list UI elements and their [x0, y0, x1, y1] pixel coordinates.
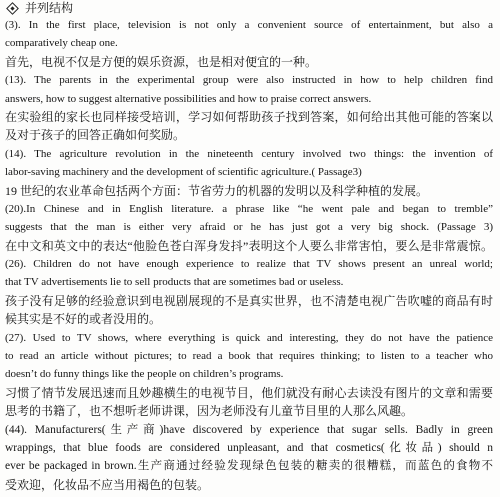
chinese-translation-line: 在实验组的家长也同样接受培训，学习如何帮助孩子找到答案，如何给出其他可能的答案以 [5, 109, 493, 124]
english-line: labor-saving machinery and the development of scientific agriculture.( Passage3) [5, 166, 362, 179]
section-title: 并列结构 [25, 1, 74, 15]
diamond-bullet-icon [6, 2, 19, 15]
english-line: comparatively cheap one. [5, 37, 118, 50]
mixed-language-line: ever be packaged in brown.生产商通过经验发现绿色包装的糖卖的很糟糕，而蓝色的食物不 [5, 460, 493, 473]
chinese-translation-line: 及对于孩子的回答正确如何奖励。 [5, 128, 186, 143]
example-item-20 [0, 200, 500, 255]
example-item-14 [0, 145, 500, 200]
example-item-26 [0, 255, 500, 329]
example-item-3 [0, 16, 500, 71]
english-line: answers, how to suggest alternative possibilities and how to praise correct answers. [5, 92, 372, 105]
mixed-language-line: (44). Manufacturers(生产商)have discovered by experience that sugar sells. Badly in green [5, 423, 493, 436]
english-line: suggests that the man is either very afraid or he has just got a very big shock. (Passage 3) [5, 221, 493, 234]
english-line: (13). The parents in the experimental group were also instructed in how to help children find [5, 74, 493, 87]
example-item-13 [0, 71, 500, 145]
example-item-27 [0, 329, 500, 421]
english-line: (26). Children do not have enough experience to realize that TV shows present an unreal world; [5, 258, 493, 271]
chinese-translation-line: 习惯了情节发展迅速而且妙趣横生的电视节目，他们就没有耐心去读没有图片的文章和需要 [5, 385, 493, 400]
english-line: (20).In Chinese and in English literature. a phrase like “he went pale and began to tremble” [5, 202, 493, 215]
english-line: (27). Used to TV shows, where everything is quick and interesting, they do not have the patience [5, 331, 493, 344]
english-line: to read an article without pictures; to read a book that requires thinking; to listen to a teacher who [5, 350, 493, 363]
chinese-translation-line: 19 世纪的农业革命包括两个方面：节省劳力的机器的发明以及科学种植的发展。 [5, 183, 429, 198]
mixed-language-line: wrappings, that blue foods are considered unpleasant, and that cosmetics(化妆品) should n [5, 441, 493, 454]
example-item-44 [0, 421, 500, 495]
chinese-translation-line: 孩子没有足够的经验意识到电视剧展现的不是真实世界，也不清楚电视广告吹嘘的商品有时 [5, 293, 493, 308]
english-line: (3). In the first place, television is not only a convenient source of entertainment, but also a [5, 19, 493, 31]
english-line: that TV advertisements lie to sell products that are sometimes bad or useless. [5, 276, 344, 289]
chinese-translation-line: 首先，电视不仅是方便的娱乐资源，也是相对便宜的一种。 [5, 54, 318, 69]
chinese-translation-line: 候其实是不好的或者没用的。 [5, 312, 162, 327]
chinese-translation-line: 受欢迎，化妆品不应当用褐色的包装。 [5, 477, 210, 492]
english-line: doesn’t do funny things like the people on children’s programs. [5, 368, 284, 381]
section-header [0, 0, 500, 16]
english-line: (14). The agriculture revolution in the nineteenth century involved two things: the invention of [5, 147, 493, 160]
chinese-translation-line: 在中文和英文中的表达“他脸色苍白浑身发抖”表明这个人要么非常害怕，要么是非常震惊。 [5, 238, 493, 253]
chinese-translation-line: 思考的书籍了，也不想听老师讲课，因为老师没有儿童节目里的人那么风趣。 [5, 404, 414, 419]
